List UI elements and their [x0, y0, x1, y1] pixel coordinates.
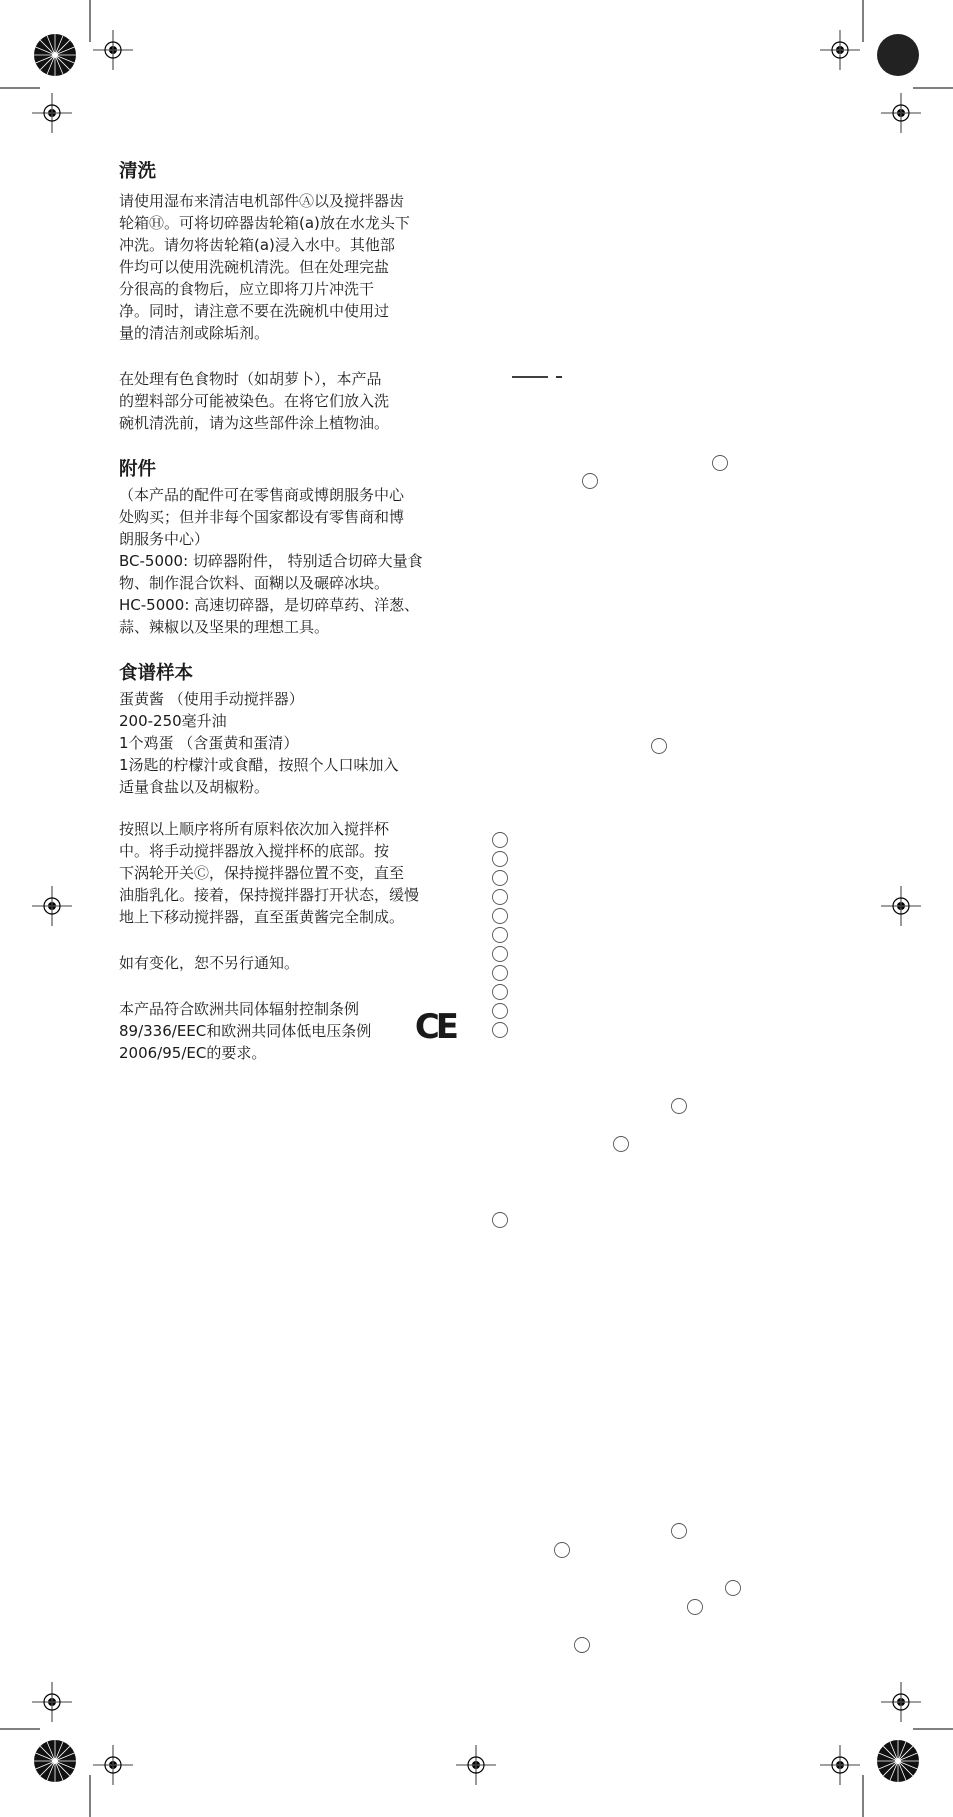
- registration-mark: [820, 1745, 860, 1785]
- recipe-ingredients: [119, 688, 455, 798]
- text-line: 1汤匙的柠檬汁或食醋，按照个人口味加入: [119, 756, 399, 774]
- recipe-heading: 食谱样本: [119, 663, 194, 684]
- text-line: 中。将手动搅拌器放入搅拌杯的底部。按: [119, 842, 390, 860]
- text-line: 按照以上顺序将所有原料依次加入搅拌杯: [119, 820, 390, 838]
- placeholder-circles: [493, 456, 741, 1653]
- cleaning-heading: 清洗: [119, 161, 157, 182]
- text-line: 1个鸡蛋 （含蛋黄和蛋清）: [119, 734, 299, 752]
- text-line: 89/336/EEC和欧洲共同体低电压条例: [119, 1022, 372, 1040]
- text-line: 地上下移动搅拌器，直至蛋黄酱完全制成。: [119, 908, 405, 926]
- text-line: 件均可以使用洗碗机清洗。但在处理完盐: [119, 258, 390, 276]
- cleaning-paragraph-2: [119, 368, 455, 434]
- text-line: 2006/95/EC的要求。: [119, 1044, 267, 1062]
- registration-mark: [32, 1682, 72, 1722]
- text-line: 在处理有色食物时（如胡萝卜），本产品: [119, 370, 382, 388]
- text-line: （本产品的配件可在零售商或博朗服务中心: [119, 486, 405, 504]
- registration-mark: [881, 93, 921, 133]
- text-line: 轮箱Ⓗ。可将切碎器齿轮箱(a)放在水龙头下: [119, 214, 410, 232]
- text-line: 处购买；但并非每个国家都设有零售商和博: [119, 508, 405, 526]
- compliance-text: [119, 998, 455, 1064]
- text-line: 冲洗。请勿将齿轮箱(a)浸入水中。其他部: [119, 236, 395, 254]
- star-target-top-right: [877, 34, 919, 76]
- text-line: 蛋黄酱 （使用手动搅拌器）: [119, 690, 304, 708]
- text-line: BC-5000: 切碎器附件， 特别适合切碎大量食: [119, 552, 423, 570]
- compliance-block: [119, 998, 455, 1064]
- registration-mark: [32, 93, 72, 133]
- text-line: 物、制作混合饮料、面糊以及碾碎冰块。: [119, 574, 390, 592]
- text-line: 本产品符合欧洲共同体辐射控制条例: [119, 1000, 360, 1018]
- registration-mark: [820, 30, 860, 70]
- registration-mark: [32, 886, 72, 926]
- registration-mark: [456, 1745, 496, 1785]
- star-target-bottom-right: [877, 1740, 919, 1782]
- text-column: [119, 160, 455, 1064]
- text-line: 净。同时，请注意不要在洗碗机中使用过: [119, 302, 390, 320]
- text-line: 油脂乳化。接着，保持搅拌器打开状态，缓慢: [119, 886, 420, 904]
- accessories-heading: 附件: [119, 459, 157, 480]
- text-line: HC-5000: 高速切碎器，是切碎草药、洋葱、: [119, 596, 420, 614]
- text-line: 朗服务中心）: [119, 530, 210, 548]
- text-line: 分很高的食物后，应立即将刀片冲洗干: [119, 280, 375, 298]
- registration-mark: [881, 886, 921, 926]
- change-notice: 如有变化，恕不另行通知。: [119, 954, 300, 972]
- star-target-bottom-left: [34, 1740, 76, 1782]
- recipe-method: [119, 818, 455, 928]
- text-line: 下涡轮开关Ⓒ，保持搅拌器位置不变，直至: [119, 864, 405, 882]
- registration-mark: [881, 1682, 921, 1722]
- text-line: 200-250毫升油: [119, 712, 227, 730]
- text-line: 蒜、辣椒以及坚果的理想工具。: [119, 618, 330, 636]
- registration-mark: [93, 1745, 133, 1785]
- text-line: 的塑料部分可能被染色。在将它们放入洗: [119, 392, 390, 410]
- text-line: 量的清洁剂或除垢剂。: [119, 324, 270, 342]
- text-line: 请使用湿布来清洁电机部件Ⓐ以及搅拌器齿: [119, 192, 405, 210]
- text-line: 适量食盐以及胡椒粉。: [119, 778, 270, 796]
- text-line: 碗机清洗前，请为这些部件涂上植物油。: [119, 414, 390, 432]
- registration-mark: [93, 30, 133, 70]
- accessories-paragraph: [119, 484, 455, 638]
- cleaning-paragraph-1: [119, 190, 455, 344]
- ce-mark-logo: CE: [414, 1007, 455, 1047]
- star-target-top-left: [34, 34, 76, 76]
